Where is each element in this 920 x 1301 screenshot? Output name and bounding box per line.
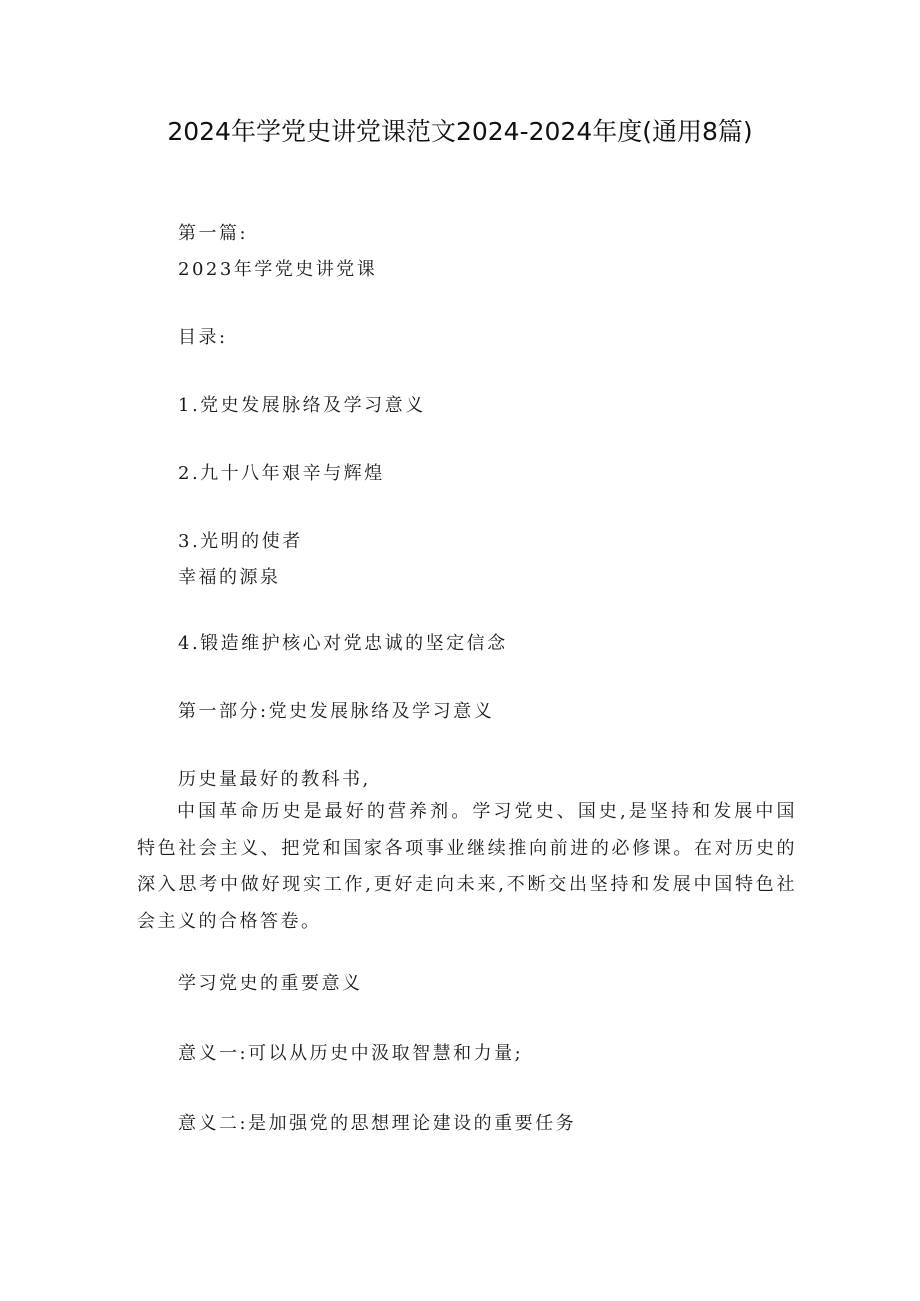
toc-item: 2.九十八年艰辛与辉煌: [178, 463, 385, 484]
subheading: 学习党史的重要意义: [178, 973, 363, 994]
body-line: 意义一:可以从历史中汲取智慧和力量;: [178, 1043, 524, 1064]
body-line: 意义二:是加强党的思想理论建设的重要任务: [178, 1113, 577, 1134]
section-subtitle: 2023年学党史讲党课: [178, 259, 378, 280]
body-paragraph: 中国革命历史是最好的营养剂。学习党史、国史,是坚持和发展中国特色社会主义、把党和国家各项事业继续推向前进的必修课。在对历史的深入思考中做好现实工作,更好走向未来,不断交出坚持和发展中国特色社会主义的合格答卷。: [137, 801, 797, 932]
section-heading: 第一篇:: [178, 223, 249, 244]
toc-item: 1.党史发展脉络及学习意义: [178, 395, 426, 416]
toc-heading: 目录:: [178, 327, 228, 348]
toc-item: 4.锻造维护核心对党忠诚的坚定信念: [178, 633, 508, 654]
body-line: 历史量最好的教科书,: [178, 769, 371, 790]
toc-item-continuation: 幸福的源泉: [178, 567, 281, 588]
toc-item: 3.光明的使者: [178, 531, 303, 552]
part-heading: 第一部分:党史发展脉络及学习意义: [178, 701, 495, 722]
document-title: 2024年学党史讲党课范文2024-2024年度(通用8篇): [167, 117, 753, 146]
